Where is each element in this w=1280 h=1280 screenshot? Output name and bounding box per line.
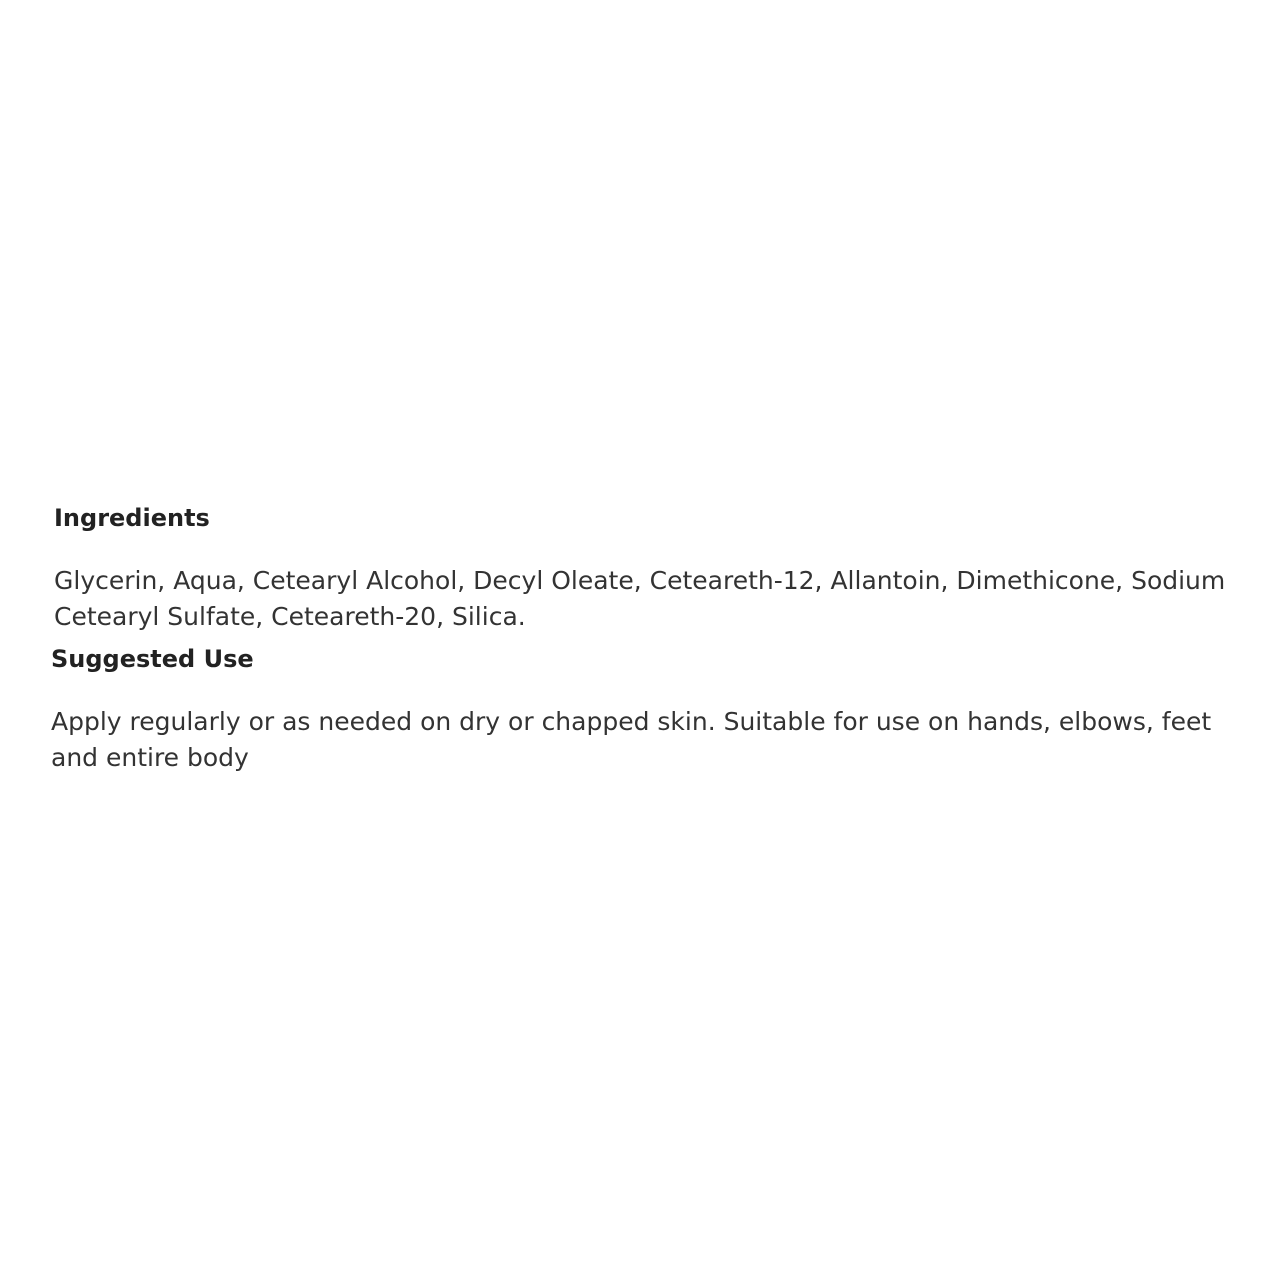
suggested-use-text: Apply regularly or as needed on dry or chapped skin. Suitable for use on hands, elbows, feet and entire body [51,707,1212,772]
ingredients-section [54,503,1234,635]
ingredients-heading: Ingredients [54,504,210,532]
ingredients-text: Glycerin, Aqua, Cetearyl Alcohol, Decyl Oleate, Ceteareth-12, Allantoin, Dimethicone, Sodium Cetearyl Sulfate, Ceteareth-20, Silica. [54,566,1226,631]
suggested-use-heading: Suggested Use [51,645,254,673]
suggested-use-section [51,644,1231,776]
